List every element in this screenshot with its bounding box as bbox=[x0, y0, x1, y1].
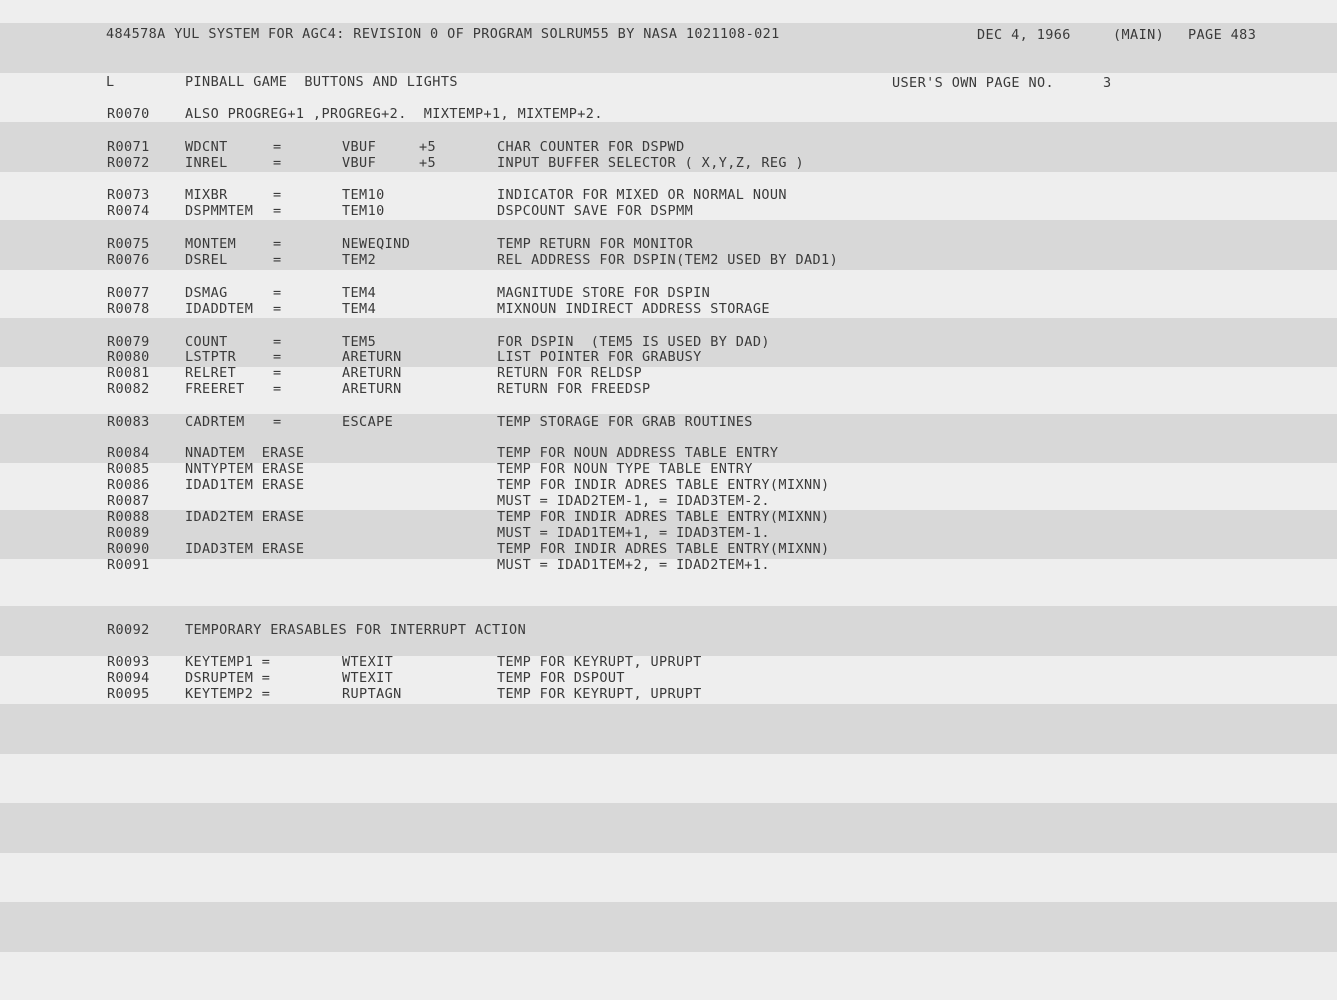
line-label: MIXBR bbox=[185, 187, 228, 203]
line-label: RELRET bbox=[185, 365, 237, 381]
line-label: WDCNT bbox=[185, 139, 228, 155]
line-comment: FOR DSPIN (TEM5 IS USED BY DAD) bbox=[497, 334, 770, 350]
line-off: +5 bbox=[419, 139, 437, 155]
line-num: R0077 bbox=[107, 285, 150, 301]
line-label: NNTYPTEM ERASE bbox=[185, 461, 305, 477]
line-num: R0075 bbox=[107, 236, 150, 252]
line-label: IDADDTEM bbox=[185, 301, 254, 317]
line-label: IDAD1TEM ERASE bbox=[185, 477, 305, 493]
line-comment: MUST = IDAD1TEM+1, = IDAD3TEM-1. bbox=[497, 525, 770, 541]
line-eq: = bbox=[273, 139, 282, 155]
line-eq: = bbox=[273, 414, 282, 430]
line-comment: TEMP FOR NOUN ADDRESS TABLE ENTRY bbox=[497, 445, 779, 461]
line-comment: TEMP RETURN FOR MONITOR bbox=[497, 236, 694, 252]
line-num: R0088 bbox=[107, 509, 150, 525]
line-comment: INDICATOR FOR MIXED OR NORMAL NOUN bbox=[497, 187, 787, 203]
line-eq: = bbox=[273, 381, 282, 397]
line-eq: = bbox=[273, 285, 282, 301]
listing-page: PAGE 483 bbox=[1188, 27, 1257, 43]
line-comment: TEMP STORAGE FOR GRAB ROUTINES bbox=[497, 414, 753, 430]
line-num: R0079 bbox=[107, 334, 150, 350]
line-comment: TEMP FOR INDIR ADRES TABLE ENTRY(MIXNN) bbox=[497, 509, 830, 525]
line-label: COUNT bbox=[185, 334, 228, 350]
line-value: VBUF bbox=[342, 139, 377, 155]
line-num: R0078 bbox=[107, 301, 150, 317]
line-label: LSTPTR bbox=[185, 349, 237, 365]
line-num: R0076 bbox=[107, 252, 150, 268]
line-label: IDAD2TEM ERASE bbox=[185, 509, 305, 525]
line-num: R0091 bbox=[107, 557, 150, 573]
line-comment: TEMP FOR DSPOUT bbox=[497, 670, 625, 686]
line-label: IDAD3TEM ERASE bbox=[185, 541, 305, 557]
line-value: TEM10 bbox=[342, 203, 385, 219]
line-value: RUPTAGN bbox=[342, 686, 402, 702]
line-value: WTEXIT bbox=[342, 670, 394, 686]
line-num: R0093 bbox=[107, 654, 150, 670]
line-num: R0090 bbox=[107, 541, 150, 557]
paper-band bbox=[0, 803, 1337, 853]
line-num: R0095 bbox=[107, 686, 150, 702]
line-value: TEM4 bbox=[342, 301, 377, 317]
line-label: INREL bbox=[185, 155, 228, 171]
paper-band bbox=[0, 704, 1337, 754]
line-label: DSMAG bbox=[185, 285, 228, 301]
line-value: ARETURN bbox=[342, 349, 402, 365]
line-comment: TEMP FOR INDIR ADRES TABLE ENTRY(MIXNN) bbox=[497, 541, 830, 557]
line-label: DSPMMTEM bbox=[185, 203, 254, 219]
line-label: KEYTEMP1 = bbox=[185, 654, 271, 670]
line-label: NNADTEM ERASE bbox=[185, 445, 305, 461]
line-value: TEM10 bbox=[342, 187, 385, 203]
line-num: R0086 bbox=[107, 477, 150, 493]
line-num: R0089 bbox=[107, 525, 150, 541]
line-eq: = bbox=[273, 236, 282, 252]
line-comment: DSPCOUNT SAVE FOR DSPMM bbox=[497, 203, 694, 219]
line-comment: TEMP FOR KEYRUPT, UPRUPT bbox=[497, 686, 702, 702]
line-eq: = bbox=[273, 301, 282, 317]
line-value: TEM5 bbox=[342, 334, 377, 350]
line-num: R0080 bbox=[107, 349, 150, 365]
line-comment: CHAR COUNTER FOR DSPWD bbox=[497, 139, 685, 155]
line-comment: INPUT BUFFER SELECTOR ( X,Y,Z, REG ) bbox=[497, 155, 804, 171]
listing-title: 484578A YUL SYSTEM FOR AGC4: REVISION 0 OF PROGRAM SOLRUM55 BY NASA 1021108-021 bbox=[106, 26, 780, 42]
line-value: ARETURN bbox=[342, 381, 402, 397]
line-comment: TEMP FOR INDIR ADRES TABLE ENTRY(MIXNN) bbox=[497, 477, 830, 493]
line-label: FREERET bbox=[185, 381, 245, 397]
line-eq: = bbox=[273, 187, 282, 203]
users-page-number: 3 bbox=[1103, 75, 1112, 91]
line-num: R0082 bbox=[107, 381, 150, 397]
line-comment: REL ADDRESS FOR DSPIN(TEM2 USED BY DAD1) bbox=[497, 252, 839, 268]
line-label: TEMPORARY ERASABLES FOR INTERRUPT ACTION bbox=[185, 622, 527, 638]
line-off: +5 bbox=[419, 155, 437, 171]
line-num: R0084 bbox=[107, 445, 150, 461]
listing-mark: L bbox=[106, 74, 115, 90]
line-label: KEYTEMP2 = bbox=[185, 686, 271, 702]
line-label: DSREL bbox=[185, 252, 228, 268]
line-value: NEWEQIND bbox=[342, 236, 411, 252]
line-eq: = bbox=[273, 334, 282, 350]
line-value: VBUF bbox=[342, 155, 377, 171]
line-comment: TEMP FOR KEYRUPT, UPRUPT bbox=[497, 654, 702, 670]
line-value: TEM4 bbox=[342, 285, 377, 301]
line-value: TEM2 bbox=[342, 252, 377, 268]
listing-subtitle: PINBALL GAME BUTTONS AND LIGHTS bbox=[185, 74, 458, 90]
line-value: WTEXIT bbox=[342, 654, 394, 670]
line-comment: MAGNITUDE STORE FOR DSPIN bbox=[497, 285, 711, 301]
line-eq: = bbox=[273, 252, 282, 268]
line-label: DSRUPTEM = bbox=[185, 670, 271, 686]
line-num: R0071 bbox=[107, 139, 150, 155]
line-comment: TEMP FOR NOUN TYPE TABLE ENTRY bbox=[497, 461, 753, 477]
line-eq: = bbox=[273, 349, 282, 365]
line-num: R0092 bbox=[107, 622, 150, 638]
line-label: CADRTEM bbox=[185, 414, 245, 430]
users-page-label: USER'S OWN PAGE NO. bbox=[892, 75, 1055, 91]
line-num: R0070 bbox=[107, 106, 150, 122]
line-comment: RETURN FOR RELDSP bbox=[497, 365, 642, 381]
line-comment: MIXNOUN INDIRECT ADDRESS STORAGE bbox=[497, 301, 770, 317]
line-eq: = bbox=[273, 203, 282, 219]
line-num: R0087 bbox=[107, 493, 150, 509]
line-comment: LIST POINTER FOR GRABUSY bbox=[497, 349, 702, 365]
line-value: ESCAPE bbox=[342, 414, 394, 430]
listing-section: (MAIN) bbox=[1113, 27, 1165, 43]
line-label: ALSO PROGREG+1 ,PROGREG+2. MIXTEMP+1, MIXTEMP+2. bbox=[185, 106, 603, 122]
line-comment: MUST = IDAD2TEM-1, = IDAD3TEM-2. bbox=[497, 493, 770, 509]
line-num: R0083 bbox=[107, 414, 150, 430]
line-comment: MUST = IDAD1TEM+2, = IDAD2TEM+1. bbox=[497, 557, 770, 573]
line-num: R0085 bbox=[107, 461, 150, 477]
line-num: R0074 bbox=[107, 203, 150, 219]
line-num: R0081 bbox=[107, 365, 150, 381]
line-num: R0073 bbox=[107, 187, 150, 203]
paper-band bbox=[0, 902, 1337, 952]
line-label: MONTEM bbox=[185, 236, 237, 252]
listing-date: DEC 4, 1966 bbox=[977, 27, 1071, 43]
line-value: ARETURN bbox=[342, 365, 402, 381]
line-num: R0094 bbox=[107, 670, 150, 686]
line-comment: RETURN FOR FREEDSP bbox=[497, 381, 651, 397]
line-eq: = bbox=[273, 365, 282, 381]
line-num: R0072 bbox=[107, 155, 150, 171]
line-eq: = bbox=[273, 155, 282, 171]
